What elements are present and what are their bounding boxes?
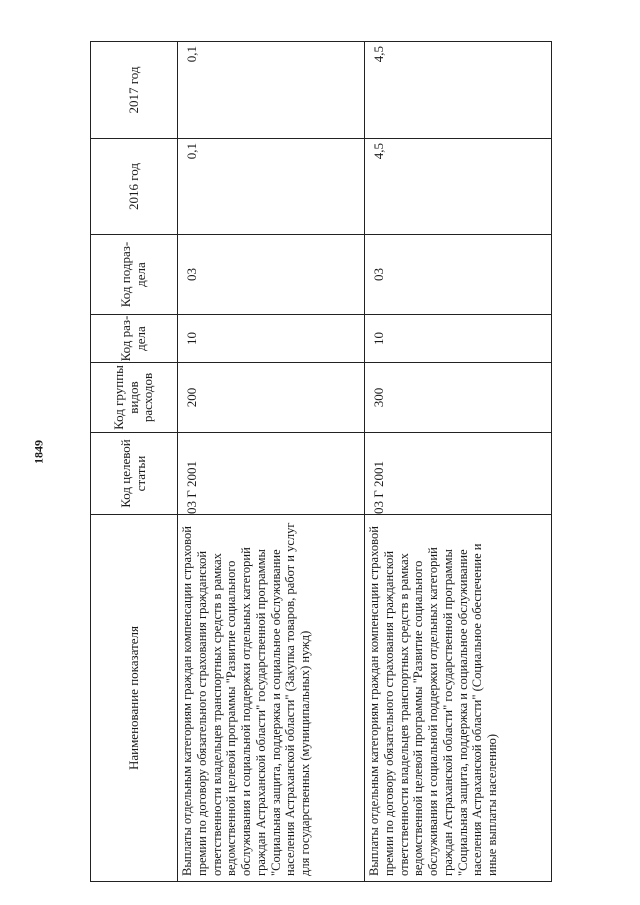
page-number: 1849 (31, 440, 46, 464)
amount-2016-cell: 4,5 (365, 139, 552, 235)
table-row (365, 42, 552, 882)
header-target-code: Код целевой статьи (91, 433, 178, 515)
rotated-table-frame (90, 42, 552, 882)
amount-2017-cell: 0,1 (178, 42, 365, 139)
header-indicator-name: Наименование показателя (91, 515, 178, 882)
subsection-code-cell: 03 (178, 235, 365, 315)
expense-group-code-cell: 300 (365, 363, 552, 433)
section-code-cell: 10 (178, 315, 365, 363)
header-2016: 2016 год (91, 139, 178, 235)
header-2017: 2017 год (91, 42, 178, 139)
expense-group-code-cell: 200 (178, 363, 365, 433)
budget-table (90, 41, 552, 882)
indicator-name-cell: Выплаты отдельным категориям граждан компенсации страховой премии по договору обязательного страхования гражданской ответственности владельцев транспортных средств в рамках ведомственной целевой программы "Развитие социального обслуживания и социальной поддержки отдельных категорий граждан Астраханской области" государственной программы "Социальная защита, поддержка и социальное обслуживание населения Астраханской области" (Закупка товаров, работ и услуг для государственных (муниципальных) нужд) (178, 515, 365, 882)
amount-2017-cell: 4,5 (365, 42, 552, 139)
header-section-code: Код раз-дела (91, 315, 178, 363)
indicator-name-cell: Выплаты отдельным категориям граждан компенсации страховой премии по договору обязательного страхования гражданской ответственности владельцев транспортных средств в рамках ведомственной целевой программы "Развитие социального обслуживания и социальной поддержки отдельных категорий граждан Астраханской области" государственной программы "Социальная защита, поддержка и социальное обслуживание населения Астраханской области" (Социальное обеспечение и иные выплаты населению) (365, 515, 552, 882)
table-header-row (91, 42, 178, 882)
table-row (178, 42, 365, 882)
target-code-cell: 03 Г 2001 (178, 433, 365, 515)
amount-2016-cell: 0,1 (178, 139, 365, 235)
subsection-code-cell: 03 (365, 235, 552, 315)
section-code-cell: 10 (365, 315, 552, 363)
target-code-cell: 03 Г 2001 (365, 433, 552, 515)
header-expense-group-code: Код группы видов расходов (91, 363, 178, 433)
header-subsection-code: Код подраз-дела (91, 235, 178, 315)
